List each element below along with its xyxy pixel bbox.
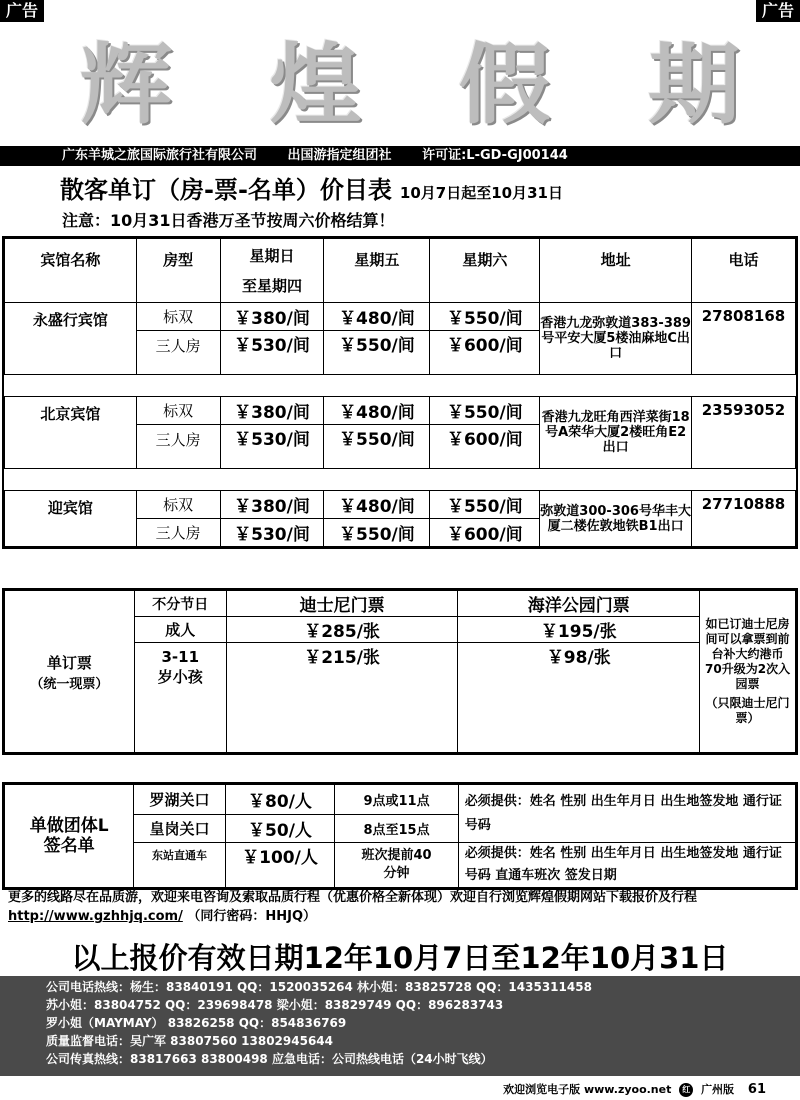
contact-panel	[0, 976, 800, 1076]
price-sat: ￥600/间	[430, 425, 540, 469]
page-footer	[0, 1080, 800, 1100]
visa-table	[2, 782, 798, 890]
hotel-table-header	[5, 239, 796, 303]
header-sat: 星期六	[430, 239, 540, 303]
company-name: 广东羊城之旅国际旅行社有限公司	[62, 148, 258, 163]
hotel-name: 永盛行宾馆	[5, 303, 137, 375]
hotel-row	[5, 491, 796, 519]
header-hotel-name: 宾馆名称	[5, 239, 137, 303]
ticket-table	[2, 588, 798, 755]
visa-port: 皇岗关口	[134, 815, 225, 843]
company-bar	[0, 146, 800, 166]
price-sun-thu: ￥530/间	[220, 425, 324, 469]
ticket-disney-price: ￥215/张	[226, 643, 458, 753]
visa-label: 单做团体L签名单	[5, 785, 134, 888]
visa-port: 东站直通车	[134, 843, 225, 888]
ticket-label: 单订票	[46, 653, 92, 672]
brand-title-char: 煌	[269, 33, 362, 136]
visa-requirements-1: 必须提供：姓名 性别 出生年月日 出生地签发地 通行证号码	[458, 785, 795, 843]
header-sun-thu-line2: 至星期四	[241, 276, 302, 295]
contact-line: 质量监督电话：吴广军 83807560 13802945644	[46, 1034, 333, 1048]
price-sun-thu: ￥380/间	[220, 491, 324, 519]
hotel-row	[5, 397, 796, 425]
ticket-label-cell	[5, 591, 135, 753]
brand-title-char: 假	[458, 33, 551, 136]
header-any-day: 不分节日	[134, 591, 226, 617]
hotel-phone: 23593052	[691, 397, 795, 469]
visa-port: 罗湖关口	[134, 785, 225, 815]
price-fri: ￥550/间	[324, 331, 430, 375]
price-sat: ￥600/间	[430, 519, 540, 547]
more-info-text: 更多的线路尽在品质游，欢迎来电咨询及索取品质行程（优惠价格全新体现）欢迎自行浏览辉煌假期网站下载报价及行程	[8, 890, 698, 905]
room-type: 三人房	[136, 331, 220, 375]
price-sun-thu: ￥530/间	[220, 331, 324, 375]
visa-time: 8点至15点	[335, 815, 458, 843]
website-link[interactable]: http://www.gzhhjq.com/	[8, 909, 183, 924]
ticket-note-cell	[700, 591, 796, 753]
ad-tag-left: 广告	[0, 0, 44, 22]
contact-line: 公司传真热线：83817663 83800498 应急电话：公司热线电话（24小时飞线）	[46, 1052, 493, 1066]
ticket-label-sub: （统一现票）	[30, 676, 109, 692]
hotel-name: 北京宾馆	[5, 397, 137, 469]
price-sun-thu: ￥380/间	[220, 397, 324, 425]
footer-edition: 广州版	[701, 1083, 735, 1096]
ad-tag-right: 广告	[756, 0, 800, 22]
price-sat: ￥550/间	[430, 303, 540, 331]
footer-text: 欢迎浏览电子版 www.zyoo.net	[503, 1083, 672, 1096]
room-type: 标双	[136, 397, 220, 425]
header-phone: 电话	[691, 239, 795, 303]
heading-dates: 10月7日起至10月31日	[399, 184, 563, 202]
contact-line: 公司电话热线：杨生：83840191 QQ：1520035264 林小姐：83825728 QQ：1435311458	[46, 980, 592, 994]
ticket-ocean-price: ￥98/张	[458, 643, 700, 753]
price-fri: ￥480/间	[324, 397, 430, 425]
price-fri: ￥480/间	[324, 303, 430, 331]
room-type: 三人房	[136, 519, 220, 547]
price-sun-thu: ￥380/间	[220, 303, 324, 331]
header-address: 地址	[540, 239, 692, 303]
ticket-note-2: （只限迪士尼门票）	[705, 696, 790, 725]
header-disney: 迪士尼门票	[226, 591, 458, 617]
ticket-note: 如已订迪士尼房间可以拿票到前台补大约港币70升级为2次入园票	[705, 617, 791, 691]
visa-time: 9点或11点	[335, 785, 458, 815]
heading-title: 散客单订（房-票-名单）价目表	[60, 176, 392, 204]
header-room-type: 房型	[136, 239, 220, 303]
price-fri: ￥550/间	[324, 425, 430, 469]
table-spacer	[5, 375, 796, 397]
price-sun-thu: ￥530/间	[220, 519, 324, 547]
room-type: 三人房	[136, 425, 220, 469]
price-fri: ￥480/间	[324, 491, 430, 519]
header-fri: 星期五	[324, 239, 430, 303]
hotel-address: 弥敦道300-306号华丰大厦二楼佐敦地铁B1出口	[540, 491, 692, 547]
price-list-heading	[60, 170, 563, 205]
header-sun-thu	[220, 239, 324, 303]
header-ocean-park: 海洋公园门票	[458, 591, 700, 617]
contact-line: 罗小姐（MAYMAY） 83826258 QQ：854836769	[46, 1016, 347, 1030]
company-license: 许可证:L-GD-GJ00144	[422, 148, 568, 163]
brand-title	[80, 28, 740, 136]
price-sat: ￥550/间	[430, 491, 540, 519]
price-fri: ￥550/间	[324, 519, 430, 547]
header-sun-thu-line1: 星期日	[249, 246, 295, 265]
ticket-who: 3-11岁小孩	[134, 643, 226, 753]
more-info	[8, 888, 792, 926]
brand-title-char: 辉	[80, 33, 173, 136]
newspaper-logo-icon: 红	[679, 1083, 693, 1097]
visa-row	[5, 785, 796, 815]
visa-price: ￥100/人	[225, 843, 335, 888]
hotel-phone: 27808168	[691, 303, 795, 375]
visa-price: ￥80/人	[225, 785, 335, 815]
price-sat: ￥600/间	[430, 331, 540, 375]
ticket-table-header	[5, 591, 796, 617]
hotel-address: 香港九龙弥敦道383-389号平安大厦5楼油麻地C出口	[540, 303, 692, 375]
ticket-who: 成人	[134, 617, 226, 643]
page-number: 61	[747, 1082, 766, 1097]
price-sat: ￥550/间	[430, 397, 540, 425]
brand-title-char: 期	[647, 33, 740, 136]
contact-line: 苏小姐：83804752 QQ：239698478 梁小姐：83829749 QQ：896283743	[46, 998, 504, 1012]
hotel-address: 香港九龙旺角西洋菜街18号A荣华大厦2楼旺角E2出口	[540, 397, 692, 469]
halloween-notice: 注意：10月31日香港万圣节按周六价格结算！	[62, 211, 395, 230]
table-spacer	[5, 469, 796, 491]
validity-banner: 以上报价有效日期12年10月7日至12年10月31日	[71, 941, 729, 975]
hotel-phone: 27710888	[691, 491, 795, 547]
ticket-disney-price: ￥285/张	[226, 617, 458, 643]
company-role: 出国游指定组团社	[287, 148, 392, 163]
visa-time: 班次提前40分钟	[335, 843, 458, 888]
hotel-table	[2, 236, 798, 549]
hotel-row	[5, 303, 796, 331]
room-type: 标双	[136, 491, 220, 519]
ticket-ocean-price: ￥195/张	[458, 617, 700, 643]
hotel-name: 迎宾馆	[5, 491, 137, 547]
visa-requirements-2: 必须提供：姓名 性别 出生年月日 出生地签发地 通行证号码 直通车班次 签发日期	[458, 843, 795, 888]
room-type: 标双	[136, 303, 220, 331]
password-text: （同行密码：HHJQ）	[187, 909, 317, 924]
visa-price: ￥50/人	[225, 815, 335, 843]
